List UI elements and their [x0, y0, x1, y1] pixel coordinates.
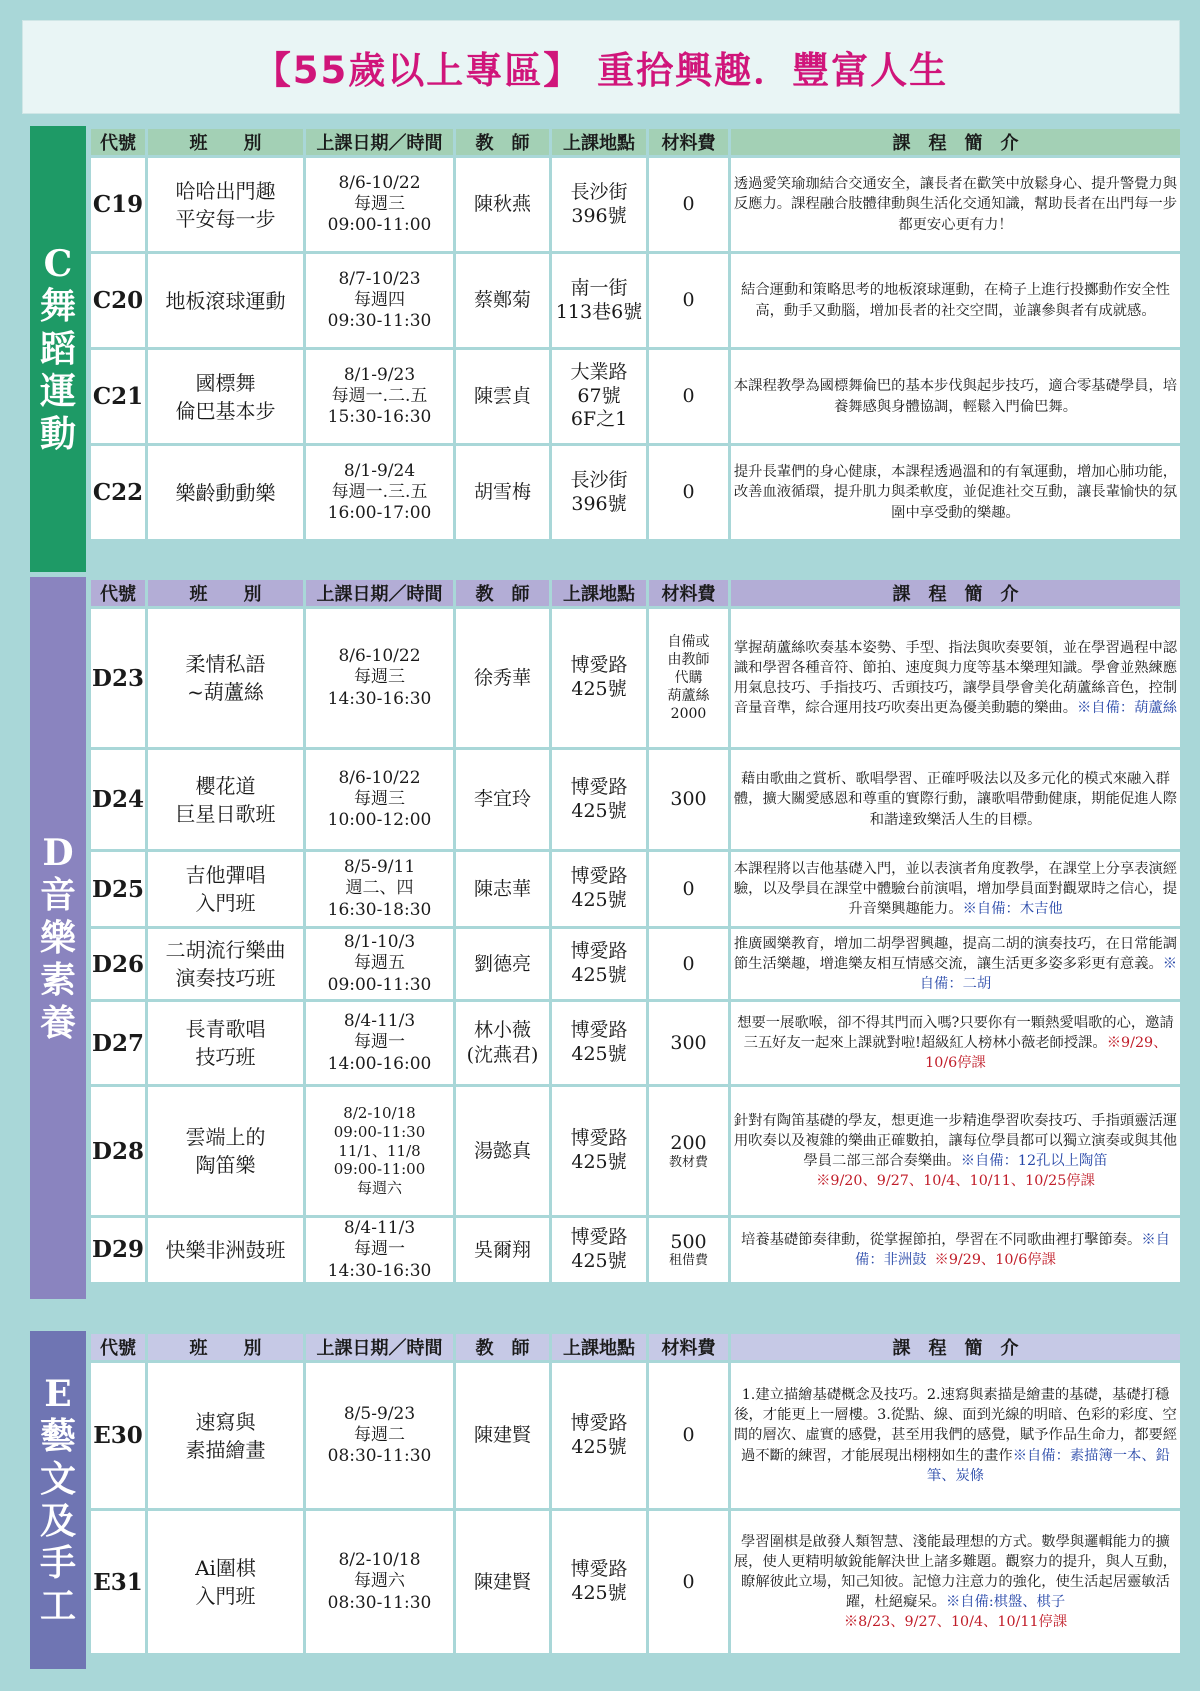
course-schedule: 8/1-10/3 每週五 09:00-11:30 [306, 929, 453, 999]
course-location: 博愛路 425號 [552, 929, 646, 999]
course-location: 博愛路 425號 [552, 1511, 646, 1653]
fee-value: 0 [682, 1424, 695, 1447]
fee-value: 0 [682, 385, 695, 408]
description-text: 透過愛笑瑜珈結合交通安全，讓長者在歡笑中放鬆身心、提升警覺力與反應力。課程融合肢體律動與生活化交通知識，幫助長者在出門每一步都更安心更有力！ [733, 176, 1178, 233]
column-header: 教 師 [456, 1334, 549, 1360]
course-teacher: 劉德亮 [456, 929, 549, 999]
course-name: 二胡流行樂曲 演奏技巧班 [148, 929, 303, 999]
page-title: 【55歲以上專區】 重拾興趣．豐富人生 [253, 49, 949, 92]
course-location: 博愛路 425號 [552, 609, 646, 747]
section-label-char: 音 [39, 874, 76, 917]
course-teacher: 陳秋燕 [456, 158, 549, 251]
course-description [731, 750, 1180, 849]
required-items-note: ※自備：二胡 [919, 955, 1178, 992]
section-label-char: 舞 [39, 285, 76, 328]
column-header: 教 師 [456, 580, 549, 606]
course-fee [649, 852, 728, 926]
description-text: 結合運動和策略思考的地板滾球運動，在椅子上進行投擲動作安全性高，動手又動腦，增加長者的社交空間，並讓參與者有成就感。 [741, 282, 1170, 319]
course-location: 長沙街 396號 [552, 158, 646, 251]
table-row [91, 446, 1180, 539]
fee-value: 500 [670, 1230, 707, 1253]
description-text: 想要一展歌喉，卻不得其門而入嗎?只要你有一顆熱愛唱歌的心，邀請三五好友一起來上課就對啦!超級紅人榜林小薇老師授課。 [737, 1014, 1174, 1051]
course-code: D28 [91, 1087, 145, 1215]
course-schedule: 8/7-10/23 每週四 09:30-11:30 [306, 254, 453, 347]
description-text: 針對有陶笛基礎的學友，想更進一步精進學習吹奏技巧、手指頭靈活運用吹奏以及複雜的樂曲正確數拍，讓每位學員都可以獨立演奏或與其他學員二部三部合奏樂曲。 [733, 1112, 1178, 1169]
course-fee [649, 1218, 728, 1282]
course-location: 博愛路 425號 [552, 852, 646, 926]
table-row [91, 350, 1180, 443]
table-row [91, 609, 1180, 747]
course-table [88, 1331, 1183, 1656]
course-location: 大業路 67號 6F之1 [552, 350, 646, 443]
table-header [91, 1334, 1180, 1360]
course-teacher: 陳建賢 [456, 1511, 549, 1653]
fee-value: 0 [682, 952, 695, 975]
course-description [731, 254, 1180, 347]
course-teacher: 李宜玲 [456, 750, 549, 849]
class-cancel-note: ※9/29、10/6停課 [934, 1251, 1056, 1268]
required-items-note: ※自備：木吉他 [962, 901, 1063, 917]
course-description [731, 1002, 1180, 1084]
course-description [731, 350, 1180, 443]
course-fee [649, 158, 728, 251]
course-teacher: 陳雲貞 [456, 350, 549, 443]
column-header: 代號 [91, 580, 145, 606]
table-row [91, 254, 1180, 347]
section-label-char: C [43, 242, 73, 285]
column-header: 課 程 簡 介 [731, 580, 1180, 606]
course-schedule: 8/6-10/22 每週三 14:30-16:30 [306, 609, 453, 747]
course-code: D27 [91, 1002, 145, 1084]
course-name: 速寫與 素描繪畫 [148, 1363, 303, 1508]
required-items-note: ※自備：素描簿一本、鉛筆、炭條 [926, 1447, 1170, 1484]
section-label-char: 工 [39, 1584, 76, 1627]
course-description [731, 158, 1180, 251]
course-teacher: 林小薇 (沈燕君) [456, 1002, 549, 1084]
course-location: 博愛路 425號 [552, 750, 646, 849]
course-location: 長沙街 396號 [552, 446, 646, 539]
course-fee [649, 1363, 728, 1508]
course-description [731, 1363, 1180, 1508]
course-schedule: 8/6-10/22 每週三 09:00-11:00 [306, 158, 453, 251]
course-teacher: 吳爾翔 [456, 1218, 549, 1282]
course-name: 快樂非洲鼓班 [148, 1218, 303, 1282]
course-table [88, 126, 1183, 542]
course-code: D25 [91, 852, 145, 926]
column-header: 代號 [91, 1334, 145, 1360]
course-name: 樂齡動動樂 [148, 446, 303, 539]
page-banner [22, 20, 1180, 114]
description-text: 提升長輩們的身心健康，本課程透過溫和的有氧運動，增加心肺功能，改善血液循環，提升肌力與柔軟度，並促進社交互動，讓長輩愉快的氛圍中享受動的樂趣。 [733, 464, 1178, 521]
description-text: 掌握葫蘆絲吹奏基本姿勢、手型、指法與吹奏要領，並在學習過程中認識和學習各種音符、節拍、速度與力度等基本樂理知識。學會並熟練應用氣息技巧、手指技巧、舌頭技巧，讓學員學會美化葫蘆絲音色，控制音量音準，綜合運用技巧吹奏出更為優美動聽的樂曲。 [733, 639, 1178, 717]
description-text: 培養基礎節奏律動，從掌握節拍，學習在不同歌曲裡打擊節奏。 [741, 1231, 1142, 1248]
fee-value: 0 [682, 289, 695, 312]
course-location: 博愛路 425號 [552, 1363, 646, 1508]
course-name: 地板滾球運動 [148, 254, 303, 347]
course-description [731, 609, 1180, 747]
course-fee [649, 929, 728, 999]
course-code: D29 [91, 1218, 145, 1282]
fee-value: 自備或 由教師 代購 葫蘆絲 2000 [667, 633, 710, 723]
fee-value: 0 [682, 481, 695, 504]
course-name: Ai圍棋 入門班 [148, 1511, 303, 1653]
description-text: 藉由歌曲之賞析、歌唱學習、正確呼吸法以及多元化的模式來融入群體，擴大關愛感恩和尊重的實際行動，讓歌唱帶動健康，期能促進人際和諧達致樂活人生的目標。 [733, 771, 1178, 828]
column-header: 課 程 簡 介 [731, 1334, 1180, 1360]
course-table [88, 577, 1183, 1285]
fee-value: 0 [682, 877, 695, 900]
column-header: 上課日期／時間 [306, 580, 453, 606]
course-schedule: 8/1-9/24 每週一.三.五 16:00-17:00 [306, 446, 453, 539]
column-header: 教 師 [456, 129, 549, 155]
course-schedule: 8/2-10/18 每週六 08:30-11:30 [306, 1511, 453, 1653]
course-location: 博愛路 425號 [552, 1087, 646, 1215]
section-label [30, 126, 86, 572]
column-header: 上課日期／時間 [306, 129, 453, 155]
course-location: 博愛路 425號 [552, 1002, 646, 1084]
column-header: 班 別 [148, 129, 303, 155]
course-description [731, 852, 1180, 926]
section-label-char: 動 [39, 412, 76, 455]
course-schedule: 8/5-9/23 每週二 08:30-11:30 [306, 1363, 453, 1508]
section-label-char: 養 [39, 1001, 76, 1044]
course-code: E31 [91, 1511, 145, 1653]
section-label-char: 運 [39, 370, 76, 413]
description-text: 1.建立描繪基礎概念及技巧。2.速寫與素描是繪畫的基礎，基礎打穩後，才能更上一層樓。3.從點、線、面到光線的明暗、色彩的彩度、空間的層次、虛實的感覺，甚至用我們的感覺，賦予作品生命力，都要經過不斷的練習，才能展現出栩栩如生的畫作 [733, 1387, 1178, 1464]
course-fee [649, 446, 728, 539]
table-header [91, 129, 1180, 155]
course-code: D26 [91, 929, 145, 999]
course-schedule: 8/2-10/18 09:00-11:30 11/1、11/8 09:00-11:00 每週六 [306, 1087, 453, 1215]
column-header: 代號 [91, 129, 145, 155]
fee-value: 300 [670, 788, 707, 811]
course-teacher: 陳建賢 [456, 1363, 549, 1508]
column-header: 上課地點 [552, 1334, 646, 1360]
column-header: 上課地點 [552, 580, 646, 606]
column-header: 材料費 [649, 1334, 728, 1360]
table-row [91, 929, 1180, 999]
section-art-handicraft [30, 1331, 1180, 1669]
course-code: C22 [91, 446, 145, 539]
description-text: 學習圍棋是啟發人類智慧、淺能最理想的方式。數學與邏輯能力的擴展，使人更精明敏銳能解決世上諸多難題。觀察力的提升，與人互動，瞭解彼此立場，知己知彼。記憶力注意力的強化，使生活起居靈敏活躍，杜絕癡呆。 [733, 1533, 1178, 1610]
column-header: 上課日期／時間 [306, 1334, 453, 1360]
column-header: 班 別 [148, 1334, 303, 1360]
course-fee [649, 609, 728, 747]
section-music [30, 577, 1180, 1299]
required-items-note: ※自備:棋盤、棋子 [945, 1594, 1066, 1610]
course-code: C21 [91, 350, 145, 443]
column-header: 上課地點 [552, 129, 646, 155]
course-description [731, 1218, 1180, 1282]
description-text: 本課程教學為國標舞倫巴的基本步伐與起步技巧，適合零基礎學員，培養舞感與身體協調，輕鬆入門倫巴舞。 [733, 378, 1178, 415]
course-name: 哈哈出門趣 平安每一步 [148, 158, 303, 251]
class-cancel-note: ※8/23、9/27、10/4、10/11停課 [843, 1614, 1068, 1631]
description-text: 推廣國樂教育，增加二胡學習興趣，提高二胡的演奏技巧，在日常能調節生活樂趣，增進樂友相互情感交流，讓生活更多姿多彩更有意義。 [733, 935, 1178, 972]
table-row [91, 1511, 1180, 1653]
table-row [91, 750, 1180, 849]
table-row [91, 1002, 1180, 1084]
section-label-char: 藝 [39, 1415, 76, 1458]
course-code: D23 [91, 609, 145, 747]
course-name: 長青歌唱 技巧班 [148, 1002, 303, 1084]
course-description [731, 929, 1180, 999]
column-header: 班 別 [148, 580, 303, 606]
course-schedule: 8/5-9/11 週二、四 16:30-18:30 [306, 852, 453, 926]
fee-value: 0 [682, 1570, 695, 1593]
fee-value: 200 [670, 1131, 707, 1154]
course-teacher: 湯懿真 [456, 1087, 549, 1215]
required-items-note: ※自備：12孔以上陶笛 [960, 1153, 1108, 1169]
section-dance [30, 126, 1180, 572]
course-teacher: 蔡鄭菊 [456, 254, 549, 347]
course-teacher: 徐秀華 [456, 609, 549, 747]
section-label-char: 樂 [39, 916, 76, 959]
course-description [731, 1087, 1180, 1215]
course-schedule: 8/4-11/3 每週一 14:30-16:30 [306, 1218, 453, 1282]
fee-value: 0 [682, 193, 695, 216]
course-name: 吉他彈唱 入門班 [148, 852, 303, 926]
section-label-char: E [44, 1372, 72, 1415]
course-fee [649, 254, 728, 347]
course-name: 雲端上的 陶笛樂 [148, 1087, 303, 1215]
course-schedule: 8/1-9/23 每週一.二.五 15:30-16:30 [306, 350, 453, 443]
course-description [731, 1511, 1180, 1653]
section-label-char: 素 [39, 959, 76, 1002]
course-code: C20 [91, 254, 145, 347]
column-header: 材料費 [649, 580, 728, 606]
fee-value: 300 [670, 1031, 707, 1054]
course-location: 南一街 113巷6號 [552, 254, 646, 347]
course-code: C19 [91, 158, 145, 251]
section-label-char: 及 [39, 1500, 76, 1542]
table-row [91, 1363, 1180, 1508]
column-header: 材料費 [649, 129, 728, 155]
course-fee [649, 1511, 728, 1653]
course-fee [649, 750, 728, 849]
course-teacher: 陳志華 [456, 852, 549, 926]
course-code: D24 [91, 750, 145, 849]
section-label-char: D [42, 831, 74, 874]
section-label-char: 蹈 [39, 327, 76, 370]
course-description [731, 446, 1180, 539]
section-label-char: 手 [39, 1542, 76, 1585]
required-items-note: ※自備：葫蘆絲 [1077, 700, 1178, 717]
course-fee [649, 1087, 728, 1215]
course-location: 博愛路 425號 [552, 1218, 646, 1282]
course-teacher: 胡雪梅 [456, 446, 549, 539]
table-header [91, 580, 1180, 606]
description-text: 本課程將以吉他基礎入門，並以表演者角度教學，在課堂上分享表演經驗，以及學員在課堂中體驗台前演唱，增加學員面對觀眾時之信心，提升音樂興趣能力。 [733, 860, 1178, 917]
section-label [30, 1331, 86, 1669]
table-row [91, 852, 1180, 926]
section-label-char: 文 [39, 1457, 76, 1500]
course-fee [649, 350, 728, 443]
course-code: E30 [91, 1363, 145, 1508]
column-header: 課 程 簡 介 [731, 129, 1180, 155]
required-items-note: ※自備：非洲鼓 [855, 1231, 1170, 1268]
fee-note: 教材費 [668, 1154, 708, 1170]
course-schedule: 8/4-11/3 每週一 14:00-16:00 [306, 1002, 453, 1084]
course-fee [649, 1002, 728, 1084]
course-schedule: 8/6-10/22 每週三 10:00-12:00 [306, 750, 453, 849]
course-name: 櫻花道 巨星日歌班 [148, 750, 303, 849]
table-row [91, 158, 1180, 251]
class-cancel-note: ※9/20、9/27、10/4、10/11、10/25停課 [816, 1173, 1095, 1190]
section-label [30, 577, 86, 1299]
course-name: 柔情私語 ~葫蘆絲 [148, 609, 303, 747]
fee-note: 租借費 [668, 1253, 708, 1269]
table-row [91, 1218, 1180, 1282]
class-cancel-note: ※9/29、10/6停課 [925, 1034, 1168, 1071]
table-row [91, 1087, 1180, 1215]
course-name: 國標舞 倫巴基本步 [148, 350, 303, 443]
